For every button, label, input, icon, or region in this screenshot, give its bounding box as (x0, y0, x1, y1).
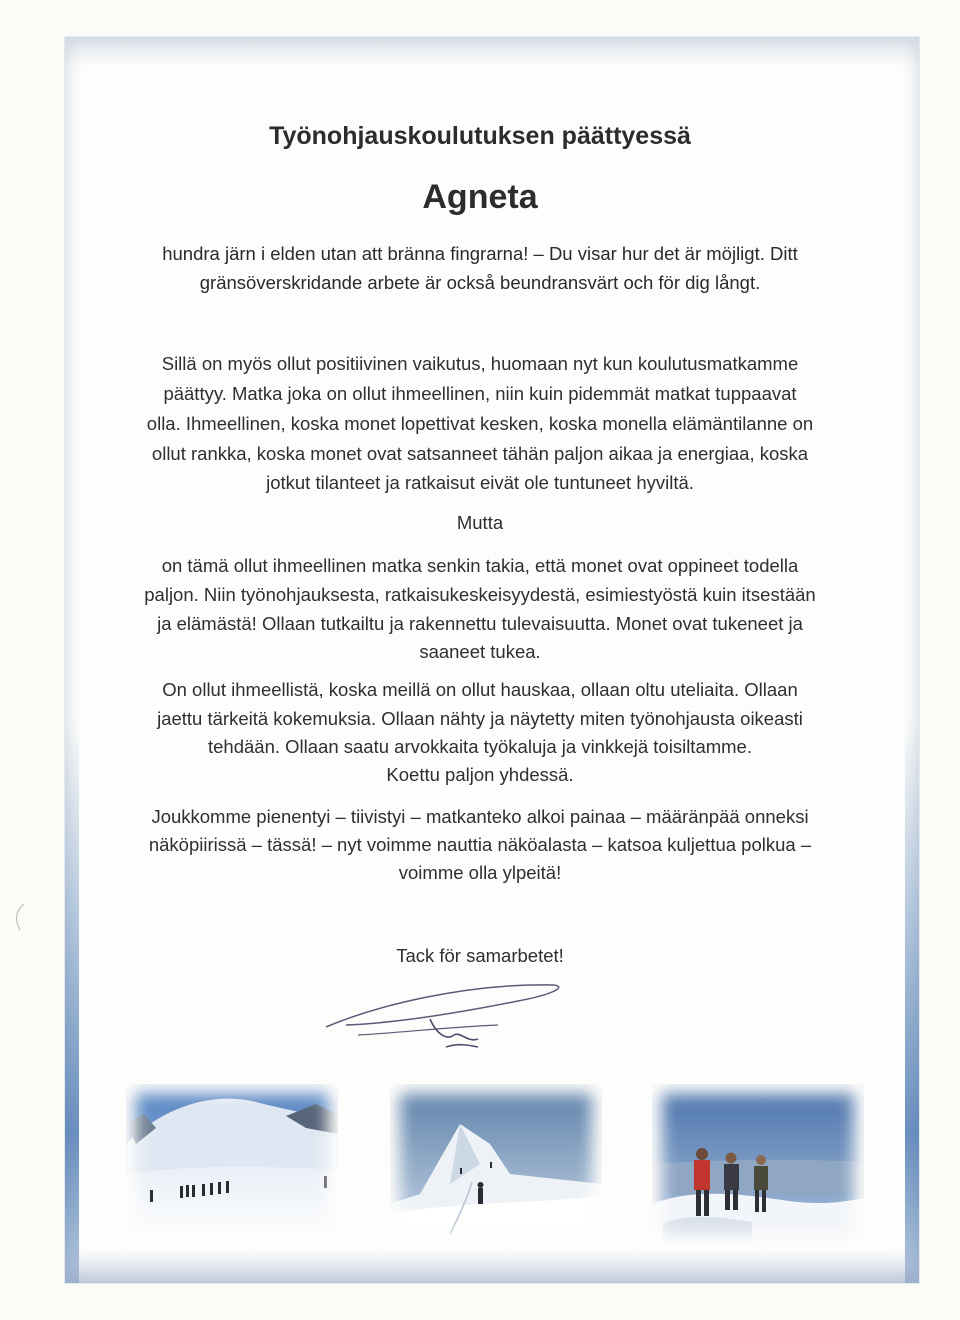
closing-line: Tack för samarbetet! (396, 945, 564, 966)
snowy-peak-climber-photo (390, 1084, 602, 1244)
document-heading: Työnohjauskoulutuksen päättyessä (269, 122, 691, 150)
swedish-line-2: gränsöverskridande arbete är också beundransvärt och för dig långt. (199, 272, 761, 293)
paragraph4-line-2: näköpiirissä – tässä! – nyt voimme nauttia näköalasta – katsoa kuljettua polkua – (148, 834, 812, 855)
paragraph2-line-3: ja elämästä! Ollaan tutkailtu ja rakennettu tulevaisuutta. Monet ovat tukeneet ja (157, 613, 803, 634)
paragraph3-line-2: jaettu tärkeitä kokemuksia. Ollaan nähty ja näytetty miten työnohjausta oikeasti (157, 708, 803, 729)
paragraph1-line-1: Sillä on myös ollut positiivinen vaikutus, huomaan nyt kun koulutusmatkamme (161, 353, 799, 374)
paragraph2-line-2: paljon. Niin työnohjauksesta, ratkaisukeskeisyydestä, esimiestyöstä kuin itsestään (144, 584, 816, 605)
mutta-line: Mutta (456, 512, 504, 533)
signature (318, 975, 568, 1055)
swedish-line-1: hundra järn i elden utan att bränna fingrarna! – Du visar hur det är möjligt. Ditt (162, 243, 798, 264)
paragraph1-line-4: ollut rankka, koska monet ovat satsanneet tähän paljon aikaa ja energiaa, koska (151, 443, 809, 464)
frame-top-shade (65, 37, 919, 67)
paragraph1-line-2: päättyy. Matka joka on ollut ihmeellinen, niin kuin pidemmät matkat tuppaavat (163, 383, 797, 404)
paragraph3-line-4: Koettu paljon yhdessä. (386, 764, 574, 785)
paragraph4-line-3: voimme olla ylpeitä! (398, 862, 562, 883)
summit-group-photo (652, 1084, 864, 1244)
margin-scribble (8, 900, 32, 936)
mountain-climbers-line-photo (126, 1084, 338, 1244)
paragraph1-line-5: jotkut tilanteet ja ratkaisut eivät ole tuntuneet hyviltä. (266, 472, 694, 493)
paragraph1-line-3: olla. Ihmeellinen, koska monet lopettivat kesken, koska monella elämäntilanne on (146, 413, 814, 434)
paragraph3-line-1: On ollut ihmeellistä, koska meillä on ollut hauskaa, ollaan oltu uteliaita. Ollaan (162, 679, 798, 700)
paragraph2-line-4: saaneet tukea. (419, 641, 541, 662)
recipient-name: Agneta (422, 178, 538, 216)
frame-bottom-shade (65, 1249, 919, 1283)
paragraph3-line-3: tehdään. Ollaan saatu arvokkaita työkaluja ja vinkkejä toisiltamme. (208, 736, 752, 757)
paragraph4-line-1: Joukkomme pienentyi – tiivistyi – matkanteko alkoi painaa – määränpää onneksi (151, 806, 809, 827)
paragraph2-line-1: on tämä ollut ihmeellinen matka senkin takia, että monet ovat oppineet todella (161, 555, 799, 576)
